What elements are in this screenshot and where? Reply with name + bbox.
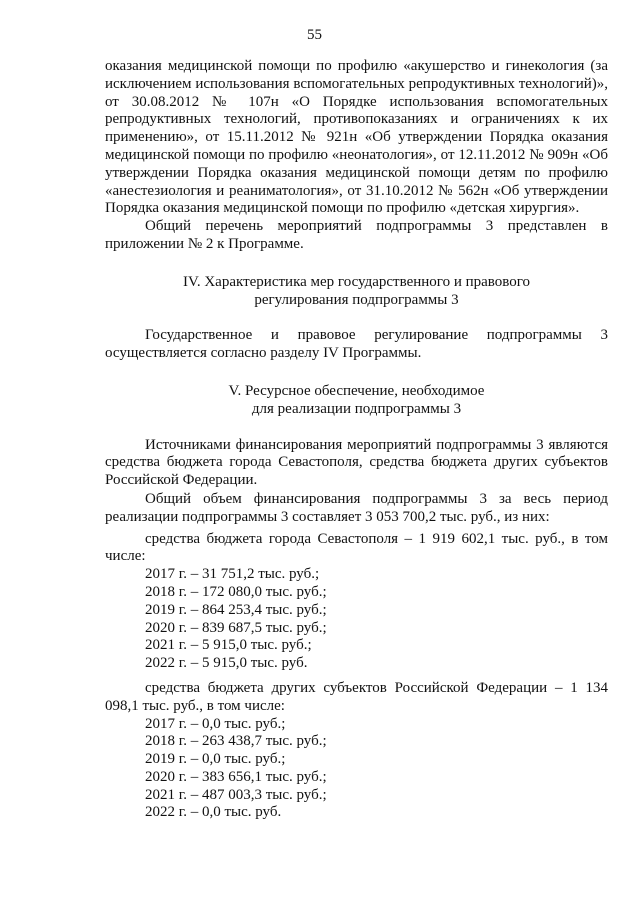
section-5-heading-line-2: для реализации подпрограммы 3	[251, 400, 462, 417]
list-item: 2021 г. – 487 003,3 тыс. руб.;	[145, 786, 327, 803]
page-body	[105, 58, 608, 822]
list-item: 2018 г. – 263 438,7 тыс. руб.;	[145, 733, 327, 750]
paragraph-measures-list: Общий перечень мероприятий подпрограммы 3 представлен в приложении № 2 к Программе.	[105, 218, 608, 252]
page-number: 55	[307, 27, 322, 43]
list-item: 2018 г. – 172 080,0 тыс. руб.;	[145, 583, 327, 600]
section-4-heading-line-2: регулирования подпрограммы 3	[254, 291, 459, 308]
paragraph-regulation: Государственное и правовое регулирование подпрограммы 3 осуществляется согласно разделу IV Программы.	[105, 327, 608, 362]
list-item: 2017 г. – 0,0 тыс. руб.;	[145, 715, 286, 732]
list-item: 2020 г. – 839 687,5 тыс. руб.;	[145, 619, 327, 636]
paragraph-orders-list: оказания медицинской помощи по профилю «акушерство и гинекология (за исключением использования вспомогательных репродуктивных технологий)», от 30.08.2012 № 107н «О Порядке использования вспомогательных репродуктивных технологий, противопоказаниях и ограничениях к их применению», от 15.11.2012 № 921н «Об утверждении Порядка оказания медицинской помощи по профилю «неонатология», от 12.11.2012 № 909н «Об утверждении Порядка оказания медицинской помощи детям по профилю «анестезиология и реаниматология», от 31.10.2012 № 562н «Об утверждении Порядка оказания медицинской помощи по профилю «детская хирургия».	[105, 58, 608, 217]
list-item: 2022 г. – 5 915,0 тыс. руб.	[145, 655, 308, 672]
paragraph-other-subjects-budget: средства бюджета других субъектов Российской Федерации – 1 134 098,1 тыс. руб., в том числе:	[105, 679, 608, 714]
list-item: 2022 г. – 0,0 тыс. руб.	[145, 804, 282, 821]
list-item: 2019 г. – 864 253,4 тыс. руб.;	[145, 601, 327, 618]
section-5-heading-line-1: V. Ресурсное обеспечение, необходимое	[228, 382, 485, 399]
paragraph-sevastopol-budget: средства бюджета города Севастополя – 1 919 602,1 тыс. руб., в том числе:	[105, 530, 608, 565]
paragraph-total-funding: Общий объем финансирования подпрограммы 3 за весь период реализации подпрограммы 3 составляет 3 053 700,2 тыс. руб., из них:	[105, 490, 608, 525]
list-item: 2017 г. – 31 751,2 тыс. руб.;	[145, 566, 320, 583]
sevastopol-budget-year-list	[105, 566, 608, 673]
list-item: 2019 г. – 0,0 тыс. руб.;	[145, 751, 286, 768]
list-item: 2021 г. – 5 915,0 тыс. руб.;	[145, 637, 312, 654]
other-subjects-budget-year-list	[105, 716, 608, 823]
section-4-heading-line-1: IV. Характеристика мер государственного и правового	[182, 273, 531, 290]
list-item: 2020 г. – 383 656,1 тыс. руб.;	[145, 768, 327, 785]
paragraph-funding-sources: Источниками финансирования мероприятий подпрограммы 3 являются средства бюджета города Севастополя, средства бюджета других субъектов Российской Федерации.	[105, 436, 608, 489]
